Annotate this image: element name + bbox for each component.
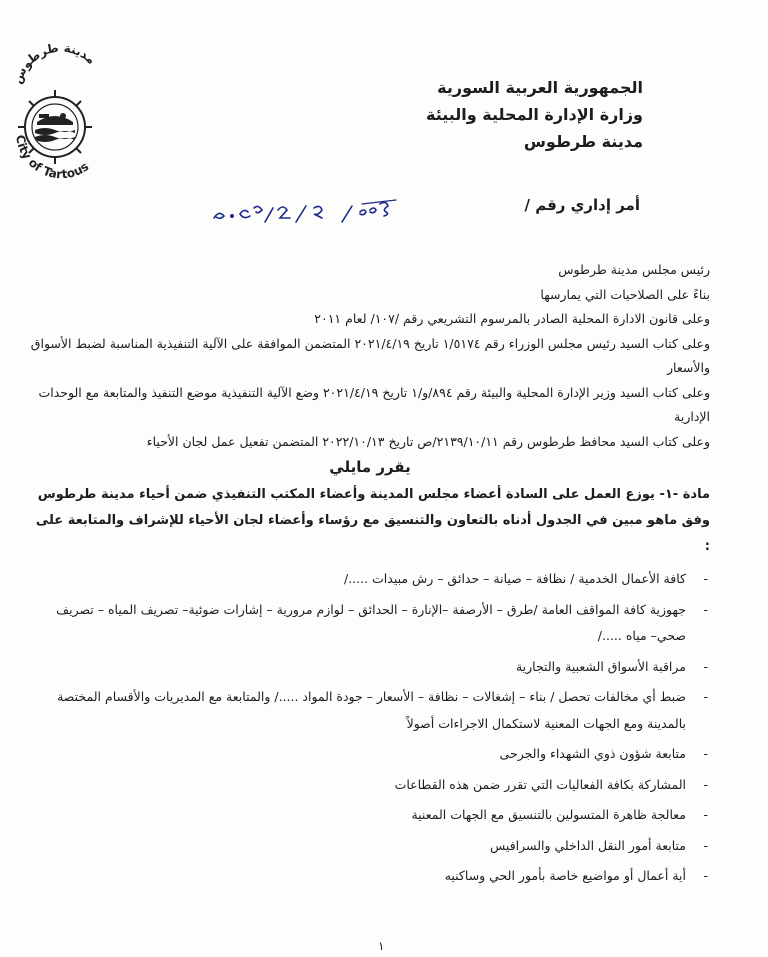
city-seal: [3, 30, 113, 180]
legal-reference-prime-minister: وعلى كتاب السيد رئيس مجلس الوزراء رقم ١/٥١٧٤ تاريخ ٢٠٢١/٤/١٩ المتضمن الموافقة على الآلية التنفيذية المناسبة لضبط الأسواق والأسعار: [30, 335, 710, 375]
list-item: - أية أعمال أو مواضيع خاصة بأمور الحي وساكنيه: [444, 868, 708, 883]
ministry-name: وزارة الإدارة المحلية والبيئة: [425, 105, 643, 124]
list-item: - ضبط أي مخالفات تحصل / بناء – إشغالات – نظافة – الأسعار – جودة المواد ...../ والمتابعة مع المديريات والأقسام المختصة بالمدينة ومع الجهات المعنية لاستكمال الاجراءات أصولاً: [57, 689, 708, 731]
country-name: الجمهورية العربية السورية: [437, 78, 643, 97]
handwritten-order-number-and-date: [210, 190, 400, 230]
article-1: مادة -١- يوزع العمل على السادة أعضاء مجلس المدينة وأعضاء المكتب التنفيذي ضمن أحياء مدينة طرطوس وفق ماهو مبين في الجدول أدناه بالتعاون والتنسيق مع رؤساء وأعضاء لجان الأحياء للإشراف والمتابعة على :: [35, 487, 710, 554]
list-item: - معالجة ظاهرة المتسولين بالتنسيق مع الجهات المعنية: [411, 807, 708, 822]
list-item: - مراقبة الأسواق الشعبية والتجارية: [515, 658, 708, 674]
page-number: ١: [378, 939, 385, 953]
legal-reference-minister: وعلى كتاب السيد وزير الإدارة المحلية والبيئة رقم ٨٩٤/و/١ تاريخ ٢٠٢١/٤/١٩ وضع الآلية التنفيذية موضع التنفيذ والمتابعة مع الوحدات الإدارية: [38, 384, 710, 424]
letterhead: [426, 74, 643, 155]
seal-english-text: City of Tartous: [13, 133, 92, 180]
authority-line: بناءً على الصلاحيات التي يمارسها: [540, 286, 710, 302]
svg-text:مدينة طرطوس: [10, 41, 98, 86]
list-item: - متابعة شؤون ذوي الشهداء والجرحى: [499, 746, 708, 761]
list-item: - متابعة أمور النقل الداخلي والسرافيس: [489, 837, 708, 853]
list-item: - جهوزية كافة المواقف العامة /طرق – الأرصفة –الإنارة – الحدائق – لوازم مرورية – إشارات ضوئية– تصريف المياه – تصريف صحي– مياه ...../: [56, 601, 708, 643]
list-item: - المشاركة بكافة الفعاليات التي تقرر ضمن هذه القطاعات: [394, 776, 708, 792]
document-body: [30, 258, 710, 894]
list-item: - كافة الأعمال الخدمية / نظافة – صيانة – حدائق – رش مبيدات ...../: [343, 571, 708, 586]
duties-list: [30, 566, 710, 890]
seal-arabic-text: مدينة طرطوس: [10, 40, 99, 86]
issuer-line: رئيس مجلس مدينة طرطوس: [558, 262, 710, 277]
decision-heading: يقرر مايلي: [329, 458, 411, 476]
legal-reference-governor: وعلى كتاب السيد محافظ طرطوس رقم ٢١٣٩/١٠/١١/ص تاريخ ٢٠٢٢/١٠/١٣ المتضمن تفعيل عمل لجان الأحياء: [146, 433, 710, 449]
city-name: مدينة طرطوس: [523, 132, 643, 151]
legal-reference-law: وعلى قانون الادارة المحلية الصادر بالمرسوم التشريعي رقم /١٠٧/ لعام ٢٠١١: [314, 311, 710, 326]
order-number-label: أمر إداري رقم /: [524, 196, 640, 214]
